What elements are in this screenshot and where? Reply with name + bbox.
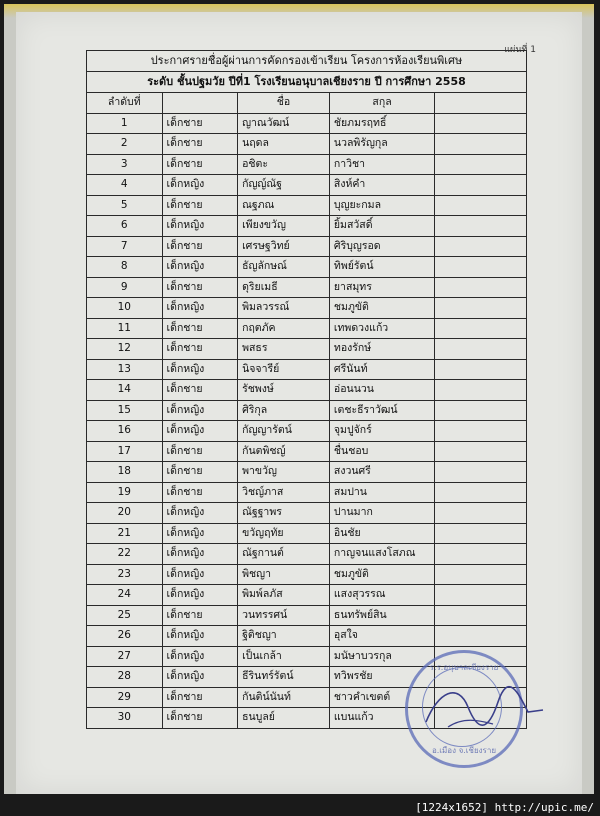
row-first-name: กัญญ์ณัฐ [238,175,330,196]
row-number: 13 [87,359,163,380]
row-extra [435,421,527,442]
row-first-name: พสธร [238,339,330,360]
row-number: 26 [87,626,163,647]
row-extra [435,257,527,278]
row-last-name: กาวิชา [329,154,434,175]
row-last-name: สงวนศรี [329,462,434,483]
row-number: 9 [87,277,163,298]
table-row [87,195,527,216]
row-extra [435,564,527,585]
row-extra [435,195,527,216]
row-number: 12 [87,339,163,360]
header-extra [435,93,527,114]
row-first-name: ธีรินทร์รัตน์ [238,667,330,688]
row-last-name: ชมภูขัติ [329,564,434,585]
row-number: 11 [87,318,163,339]
row-gender: เด็กชาย [162,462,238,483]
row-gender: เด็กหญิง [162,400,238,421]
table-row [87,318,527,339]
row-gender: เด็กชาย [162,318,238,339]
page-number: แผ่นที่ 1 [504,45,536,55]
row-gender: เด็กชาย [162,134,238,155]
row-extra [435,605,527,626]
table-row [87,462,527,483]
row-gender: เด็กชาย [162,154,238,175]
row-extra [435,298,527,319]
row-gender: เด็กชาย [162,339,238,360]
table-row [87,257,527,278]
row-first-name: วนทรรศน์ [238,605,330,626]
table-row [87,339,527,360]
row-first-name: เพียงขวัญ [238,216,330,237]
row-gender: เด็กหญิง [162,298,238,319]
row-number: 1 [87,113,163,134]
row-number: 19 [87,482,163,503]
table-row [87,605,527,626]
row-first-name: ฐิติชญา [238,626,330,647]
row-last-name: อินชัย [329,523,434,544]
table-row [87,380,527,401]
row-gender: เด็กชาย [162,113,238,134]
row-last-name: ชื่นชอบ [329,441,434,462]
row-first-name: ณัฐกานต์ [238,544,330,565]
row-last-name: ธนทรัพย์สิน [329,605,434,626]
row-number: 6 [87,216,163,237]
header-first: ชื่อ [238,93,330,114]
row-number: 7 [87,236,163,257]
row-gender: เด็กชาย [162,687,238,708]
row-extra [435,441,527,462]
row-first-name: ขวัญฤทัย [238,523,330,544]
row-first-name: ศิริกุล [238,400,330,421]
row-last-name: ยิ้มสวัสดิ์ [329,216,434,237]
row-extra [435,544,527,565]
row-first-name: กัญญารัตน์ [238,421,330,442]
table-row [87,277,527,298]
row-extra [435,216,527,237]
table-body [87,113,527,728]
row-last-name: นวลพิรัญกุล [329,134,434,155]
table-row [87,236,527,257]
table-row [87,154,527,175]
row-first-name: ธัญลักษณ์ [238,257,330,278]
student-table [86,50,527,729]
row-last-name: ทิพย์รัตน์ [329,257,434,278]
row-first-name: รัชพงษ์ [238,380,330,401]
row-last-name: ทวิพรชัย [329,667,434,688]
row-last-name: ทองรักษ์ [329,339,434,360]
row-number: 30 [87,708,163,729]
header-gender [162,93,238,114]
row-last-name: ปานมาก [329,503,434,524]
row-gender: เด็กชาย [162,441,238,462]
row-number: 5 [87,195,163,216]
row-number: 15 [87,400,163,421]
row-first-name: อชิตะ [238,154,330,175]
row-first-name: กฤตภัค [238,318,330,339]
row-last-name: จุมปูจักร์ [329,421,434,442]
row-last-name: ชาวคำเขตต์ [329,687,434,708]
row-gender: เด็กหญิง [162,626,238,647]
row-extra [435,503,527,524]
row-gender: เด็กหญิง [162,667,238,688]
row-last-name: ชมภูขัติ [329,298,434,319]
row-last-name: บุญยะกมล [329,195,434,216]
row-extra [435,585,527,606]
row-gender: เด็กชาย [162,482,238,503]
row-number: 29 [87,687,163,708]
row-last-name: กาญจนแสงโสภณ [329,544,434,565]
row-gender: เด็กชาย [162,380,238,401]
row-number: 25 [87,605,163,626]
row-last-name: เทพดวงแก้ว [329,318,434,339]
row-first-name: เป็นเกล้า [238,646,330,667]
table-row [87,441,527,462]
row-gender: เด็กหญิง [162,646,238,667]
row-first-name: พาขวัญ [238,462,330,483]
row-number: 27 [87,646,163,667]
header-last: สกุล [329,93,434,114]
row-number: 24 [87,585,163,606]
row-last-name: เตชะธีราวัฒน์ [329,400,434,421]
row-extra [435,236,527,257]
table-row [87,523,527,544]
row-number: 21 [87,523,163,544]
row-extra [435,626,527,647]
row-number: 4 [87,175,163,196]
row-gender: เด็กหญิง [162,585,238,606]
row-last-name: สมปาน [329,482,434,503]
row-gender: เด็กหญิง [162,544,238,565]
table-row [87,175,527,196]
row-last-name: ชัยภมรฤทธิ์ [329,113,434,134]
row-gender: เด็กหญิง [162,257,238,278]
row-gender: เด็กหญิง [162,503,238,524]
watermark: [1224x1652] http://upic.me/ [415,801,594,814]
row-extra [435,523,527,544]
row-first-name: กันตพิชญ์ [238,441,330,462]
row-extra [435,339,527,360]
row-gender: เด็กชาย [162,195,238,216]
row-number: 16 [87,421,163,442]
row-last-name: อ่อนนวน [329,380,434,401]
header-no: ลำดับที่ [87,93,163,114]
row-first-name: ดุริยเมธี [238,277,330,298]
row-first-name: พิชญา [238,564,330,585]
row-gender: เด็กหญิง [162,564,238,585]
row-gender: เด็กหญิง [162,216,238,237]
row-gender: เด็กชาย [162,605,238,626]
row-extra [435,380,527,401]
table-row [87,626,527,647]
row-gender: เด็กหญิง [162,359,238,380]
table-row [87,544,527,565]
row-number: 18 [87,462,163,483]
row-first-name: พิมลวรรณ์ [238,298,330,319]
row-extra [435,113,527,134]
table-row [87,564,527,585]
row-first-name: นฤดล [238,134,330,155]
row-gender: เด็กชาย [162,236,238,257]
table-row [87,503,527,524]
row-extra [435,134,527,155]
row-last-name: แสงสุวรรณ [329,585,434,606]
row-number: 2 [87,134,163,155]
row-extra [435,359,527,380]
row-gender: เด็กหญิง [162,421,238,442]
stamp-top-text: ร.ร.อนุบาลเชียงราย [429,663,499,672]
row-first-name: ณฐภณ [238,195,330,216]
title-line-1: ประกาศรายชื่อผู้ผ่านการคัดกรองเข้าเรียน โครงการห้องเรียนพิเศษ [87,51,527,72]
row-extra [435,175,527,196]
table-row [87,400,527,421]
row-number: 20 [87,503,163,524]
row-last-name: มนัษาบวรกุล [329,646,434,667]
row-first-name: กันติน์นันท์ [238,687,330,708]
row-last-name: อุสใจ [329,626,434,647]
signature [418,672,548,742]
row-number: 3 [87,154,163,175]
row-first-name: เศรษฐวิทย์ [238,236,330,257]
row-number: 8 [87,257,163,278]
row-extra [435,154,527,175]
row-extra [435,318,527,339]
row-first-name: ธนบูลย์ [238,708,330,729]
row-last-name: ศรีนันท์ [329,359,434,380]
row-last-name: ยาสมุทร [329,277,434,298]
row-number: 28 [87,667,163,688]
row-extra [435,400,527,421]
table-row [87,421,527,442]
row-number: 17 [87,441,163,462]
table-row [87,216,527,237]
row-gender: เด็กหญิง [162,175,238,196]
row-gender: เด็กหญิง [162,523,238,544]
row-gender: เด็กชาย [162,277,238,298]
row-gender: เด็กชาย [162,708,238,729]
table-row [87,359,527,380]
table-row [87,482,527,503]
row-extra [435,482,527,503]
row-number: 22 [87,544,163,565]
table-row [87,134,527,155]
row-first-name: พิมพ์ลภัส [238,585,330,606]
row-last-name: สิงห์คำ [329,175,434,196]
row-first-name: นิจจารีย์ [238,359,330,380]
row-first-name: ณัฐฐาพร [238,503,330,524]
row-last-name: ศิริบุญรอด [329,236,434,257]
table-row [87,298,527,319]
row-extra [435,277,527,298]
stamp-bottom-text: อ.เมือง จ.เชียงราย [431,746,497,755]
table-row [87,585,527,606]
row-number: 10 [87,298,163,319]
row-extra [435,462,527,483]
row-number: 14 [87,380,163,401]
table-row [87,113,527,134]
title-line-2: ระดับ ชั้นปฐมวัย ปีที่1 โรงเรียนอนุบาลเชียงราย ปี การศึกษา 2558 [87,72,527,93]
row-first-name: วิชญ์ภาส [238,482,330,503]
row-number: 23 [87,564,163,585]
row-first-name: ญาณวัฒน์ [238,113,330,134]
row-last-name: แบนแก้ว [329,708,434,729]
